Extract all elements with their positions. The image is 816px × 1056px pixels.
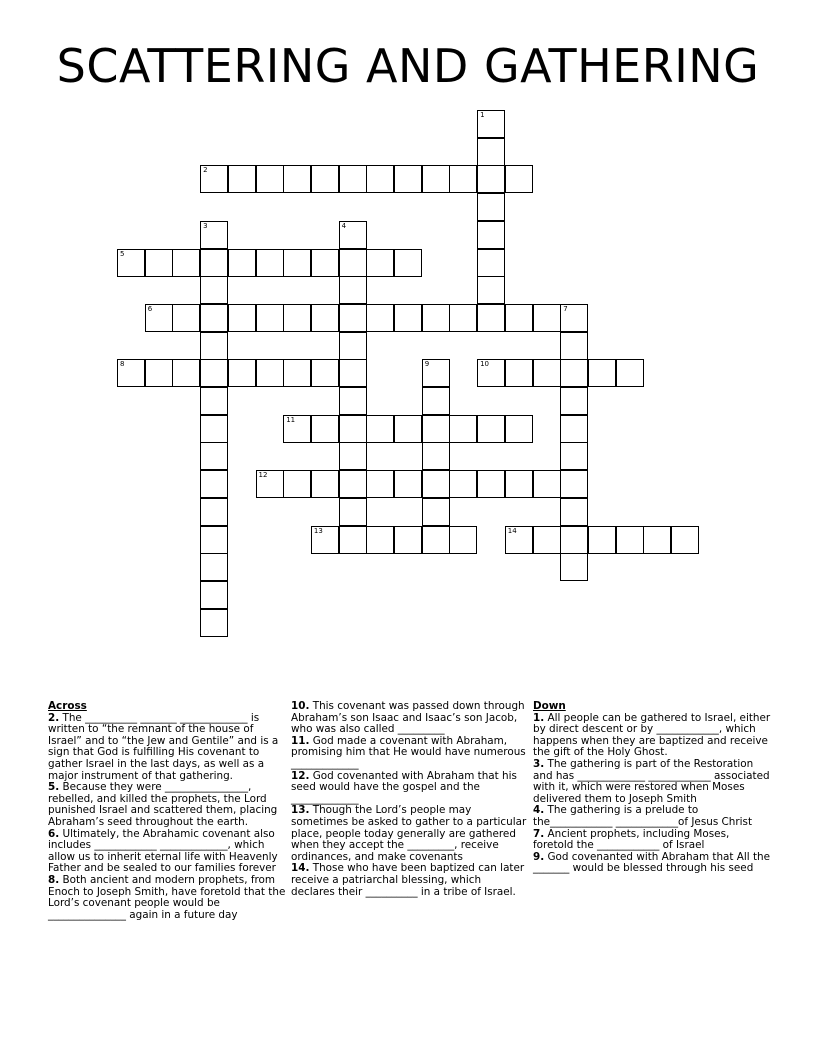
grid-cell[interactable] — [339, 387, 367, 415]
grid-cell[interactable] — [172, 304, 200, 332]
grid-cell[interactable] — [200, 304, 228, 332]
clue-across-13: 13. Though the Lord’s people may sometimes be asked to gather to a particular place, people today generally are gathered when they accept the _________, receive ordinances, and make covenants — [291, 804, 527, 863]
clue-across-10: 10. This covenant was passed down through Abraham’s son Isaac and Isaac’s son Jacob, who was also called _________ — [291, 700, 525, 736]
grid-cell[interactable] — [477, 359, 505, 387]
grid-cell[interactable] — [477, 249, 505, 277]
grid-cell[interactable] — [533, 359, 561, 387]
down-clues-column — [533, 701, 771, 875]
grid-cell[interactable] — [339, 332, 367, 360]
grid-cell[interactable] — [200, 332, 228, 360]
clue-number: 3 — [203, 221, 208, 230]
clue-across-11: 11. God made a covenant with Abraham, promising him that He would have numerous _____________ — [291, 734, 526, 770]
clue-down-3: 3. The gathering is part of the Restoration and has _____________ ____________ associated with it, which were restored when Moses delivered them to Joseph Smith — [533, 757, 770, 805]
grid-cell[interactable] — [311, 470, 339, 498]
grid-cell[interactable] — [505, 304, 533, 332]
grid-cell[interactable] — [422, 415, 450, 443]
clue-number: 4 — [341, 221, 347, 230]
grid-cell[interactable] — [339, 442, 367, 470]
grid-cell[interactable] — [311, 415, 339, 443]
grid-cell[interactable] — [560, 332, 588, 360]
grid-cell[interactable] — [311, 165, 339, 193]
grid-cell[interactable] — [560, 304, 588, 332]
grid-cell[interactable] — [560, 359, 588, 387]
clue-down-9: 9. God covenanted with Abraham that All the _______ would be blessed through his seed — [533, 850, 771, 875]
grid-cell[interactable] — [394, 165, 422, 193]
grid-cell[interactable] — [311, 249, 339, 277]
grid-cell[interactable] — [560, 553, 588, 581]
grid-cell[interactable] — [256, 249, 284, 277]
grid-cell[interactable] — [200, 276, 228, 304]
grid-cell[interactable] — [172, 249, 200, 277]
grid-cell[interactable] — [422, 498, 450, 526]
across-clues-column-2 — [291, 701, 527, 898]
grid-cell[interactable] — [422, 470, 450, 498]
grid-cell[interactable] — [477, 276, 505, 304]
grid-cell[interactable] — [283, 304, 311, 332]
clue-number: 6 — [147, 304, 153, 313]
grid-cell[interactable] — [449, 415, 477, 443]
grid-cell[interactable] — [422, 165, 450, 193]
grid-cell[interactable] — [200, 221, 228, 249]
clue-number: 2 — [203, 166, 208, 175]
grid-cell[interactable] — [505, 359, 533, 387]
grid-cell[interactable] — [339, 498, 367, 526]
grid-cell[interactable] — [366, 165, 394, 193]
grid-cell[interactable] — [366, 249, 394, 277]
grid-cell[interactable] — [588, 359, 616, 387]
clue-down-1: 1. All people can be gathered to Israel, either by direct descent or by ____________, which happens when they are baptized and receive the gift of the Holy Ghost. — [533, 711, 771, 759]
grid-cell[interactable] — [283, 470, 311, 498]
grid-cell[interactable] — [339, 415, 367, 443]
grid-cell[interactable] — [422, 526, 450, 554]
clue-number: 11 — [286, 415, 296, 424]
grid-cell[interactable] — [339, 470, 367, 498]
grid-cell[interactable] — [505, 526, 533, 554]
grid-cell[interactable] — [477, 193, 505, 221]
grid-cell[interactable] — [560, 526, 588, 554]
grid-cell[interactable] — [671, 526, 699, 554]
grid-cell[interactable] — [339, 165, 367, 193]
grid-cell[interactable] — [117, 359, 145, 387]
grid-cell[interactable] — [477, 221, 505, 249]
grid-cell[interactable] — [366, 415, 394, 443]
grid-cell[interactable] — [228, 304, 256, 332]
grid-cell[interactable] — [588, 526, 616, 554]
across-clues-column-1 — [48, 701, 286, 921]
grid-cell[interactable] — [256, 359, 284, 387]
grid-cell[interactable] — [200, 526, 228, 554]
grid-cell[interactable] — [533, 470, 561, 498]
grid-cell[interactable] — [117, 249, 145, 277]
clue-number: 12 — [258, 471, 268, 480]
grid-cell[interactable] — [283, 165, 311, 193]
grid-cell[interactable] — [449, 165, 477, 193]
grid-cell[interactable] — [283, 249, 311, 277]
grid-cell[interactable] — [228, 359, 256, 387]
grid-cell[interactable] — [477, 138, 505, 166]
puzzle-title: SCATTERING AND GATHERING — [56, 39, 760, 93]
grid-cell[interactable] — [200, 609, 228, 637]
grid-cell[interactable] — [200, 415, 228, 443]
down-heading: Down — [533, 700, 566, 712]
clue-across-8: 8. Both ancient and modern prophets, from Enoch to Joseph Smith, have foretold that the Lord’s covenant people would be _______________ again in a future day — [48, 873, 286, 921]
grid-cell[interactable] — [477, 110, 505, 138]
grid-cell[interactable] — [339, 359, 367, 387]
grid-cell[interactable] — [200, 359, 228, 387]
grid-cell[interactable] — [449, 304, 477, 332]
grid-cell[interactable] — [339, 304, 367, 332]
grid-cell[interactable] — [394, 249, 422, 277]
grid-cell[interactable] — [200, 442, 228, 470]
grid-cell[interactable] — [560, 470, 588, 498]
grid-cell[interactable] — [533, 304, 561, 332]
clue-number: 5 — [120, 249, 125, 258]
grid-cell[interactable] — [394, 304, 422, 332]
grid-cell[interactable] — [505, 165, 533, 193]
grid-cell[interactable] — [172, 359, 200, 387]
grid-cell[interactable] — [283, 415, 311, 443]
grid-cell[interactable] — [394, 470, 422, 498]
grid-cell[interactable] — [339, 249, 367, 277]
grid-cell[interactable] — [394, 415, 422, 443]
grid-cell[interactable] — [477, 165, 505, 193]
across-heading: Across — [48, 700, 87, 712]
grid-cell[interactable] — [200, 470, 228, 498]
grid-cell[interactable] — [339, 276, 367, 304]
grid-cell[interactable] — [422, 359, 450, 387]
grid-cell[interactable] — [256, 470, 284, 498]
clue-number: 7 — [563, 304, 568, 313]
grid-cell[interactable] — [256, 165, 284, 193]
grid-cell[interactable] — [449, 526, 477, 554]
grid-cell[interactable] — [311, 359, 339, 387]
clue-number: 1 — [480, 111, 485, 119]
grid-cell[interactable] — [422, 387, 450, 415]
grid-cell[interactable] — [200, 581, 228, 609]
clue-across-6: 6. Ultimately, the Abrahamic covenant also includes ____________ _____________, which allow us to inherit eternal life with Heavenly Father and be sealed to our families forever — [48, 827, 278, 875]
grid-cell[interactable] — [145, 359, 173, 387]
clue-number: 14 — [507, 526, 517, 535]
grid-cell[interactable] — [339, 526, 367, 554]
grid-cell[interactable] — [560, 498, 588, 526]
grid-cell[interactable] — [616, 526, 644, 554]
grid-cell[interactable] — [449, 470, 477, 498]
grid-cell[interactable] — [616, 359, 644, 387]
grid-cell[interactable] — [339, 221, 367, 249]
clue-number: 13 — [313, 526, 323, 535]
grid-cell[interactable] — [560, 415, 588, 443]
grid-cell[interactable] — [228, 249, 256, 277]
clue-number: 8 — [120, 360, 125, 369]
grid-cell[interactable] — [200, 165, 228, 193]
grid-cell[interactable] — [560, 387, 588, 415]
clue-down-4: 4. The gathering is a prelude to the____________ ____________of Jesus Christ — [533, 804, 753, 828]
clue-across-5: 5. Because they were ________________, rebelled, and killed the prophets, the Lord punished Israel and scattered them, placing Abraham’s seed throughout the earth. — [48, 781, 278, 828]
clue-number: 9 — [424, 360, 430, 369]
clue-across-2: 2. The __________ _______ _____________ is written to “the remnant of the house of Israel” and to “the Jew and Gentile” and is a sign that God is fulfilling His covenant to gather Israel in the last days, as well as a major instrument of that gathering. — [48, 711, 279, 782]
grid-cell[interactable] — [477, 304, 505, 332]
grid-cell[interactable] — [366, 470, 394, 498]
grid-cell[interactable] — [533, 526, 561, 554]
grid-cell[interactable] — [145, 304, 173, 332]
grid-cell[interactable] — [505, 470, 533, 498]
grid-cell[interactable] — [477, 470, 505, 498]
grid-cell[interactable] — [422, 304, 450, 332]
grid-cell[interactable] — [145, 249, 173, 277]
grid-cell[interactable] — [200, 249, 228, 277]
grid-cell[interactable] — [256, 304, 284, 332]
grid-cell[interactable] — [643, 526, 671, 554]
grid-cell[interactable] — [422, 442, 450, 470]
clue-number: 10 — [480, 360, 490, 369]
grid-cell[interactable] — [228, 165, 256, 193]
grid-cell[interactable] — [366, 526, 394, 554]
grid-cell[interactable] — [477, 415, 505, 443]
grid-cell[interactable] — [311, 526, 339, 554]
grid-cell[interactable] — [200, 387, 228, 415]
grid-cell[interactable] — [366, 304, 394, 332]
grid-cell[interactable] — [560, 442, 588, 470]
grid-cell[interactable] — [505, 415, 533, 443]
grid-cell[interactable] — [283, 359, 311, 387]
grid-cell[interactable] — [200, 553, 228, 581]
grid-cell[interactable] — [394, 526, 422, 554]
clue-across-14: 14. Those who have been baptized can later receive a patriarchal blessing, which declares their __________ in a tribe of Israel. — [291, 862, 525, 898]
grid-cell[interactable] — [311, 304, 339, 332]
grid-cell[interactable] — [200, 498, 228, 526]
clue-down-7: 7. Ancient prophets, including Moses, foretold the ____________ of Israel — [533, 827, 730, 852]
clue-across-12: 12. God covenanted with Abraham that his seed would have the gospel and the _____________ — [291, 769, 517, 805]
